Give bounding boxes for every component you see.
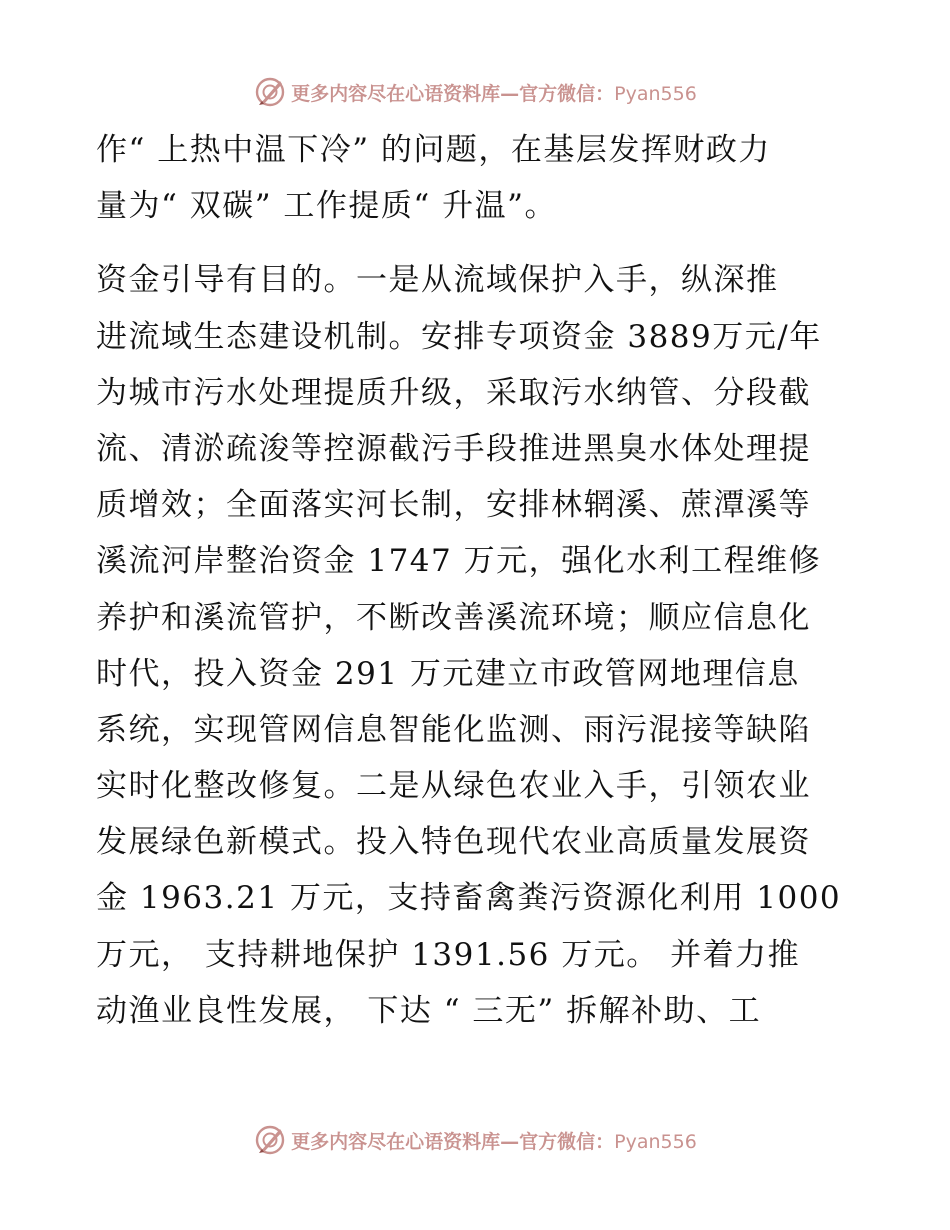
- paragraph-2: [96, 252, 856, 1039]
- text-line: 为城市污水处理提质升级，采取污水纳管、分段截: [96, 374, 811, 411]
- document-body: [96, 122, 856, 1039]
- text-line: 流、清淤疏浚等控源截污手段推进黑臭水体处理提: [96, 430, 811, 467]
- text-line: 时代，投入资金 291 万元建立市政管网地理信息: [96, 655, 800, 692]
- watermark-text: 更多内容尽在心语资料库—官方微信：Pyan556: [291, 1130, 697, 1153]
- text-line: 资金引导有目的。一是从流域保护入手，纵深推: [96, 262, 779, 299]
- watermark-header: [0, 72, 950, 112]
- text-line: 溪流河岸整治资金 1747 万元，强化水利工程维修: [96, 543, 822, 580]
- text-line: 作“ 上热中温下冷” 的问题，在基层发挥财政力: [96, 132, 771, 168]
- text-line: 万元， 支持耕地保护 1391.56 万元。 并着力推: [96, 936, 801, 973]
- watermark-wechat-id: Pyan556: [614, 82, 697, 105]
- pen-logo-icon: [253, 75, 287, 109]
- watermark-wechat-id: Pyan556: [614, 1130, 697, 1153]
- text-line: 动渔业良性发展， 下达 “ 三无” 拆解补助、工: [96, 992, 762, 1029]
- text-line: 进流域生态建设机制。安排专项资金 3889万元/年: [96, 318, 822, 355]
- text-line: 金 1963.21 万元，支持畜禽粪污资源化利用 1000: [96, 880, 842, 917]
- text-line: 质增效；全面落实河长制，安排林辋溪、蔗潭溪等: [96, 487, 811, 524]
- paragraph-spacer: [96, 234, 856, 252]
- watermark-text: 更多内容尽在心语资料库—官方微信：Pyan556: [291, 82, 697, 105]
- text-line: 养护和溪流管护，不断改善溪流环境；顺应信息化: [96, 599, 811, 636]
- text-line: 实时化整改修复。二是从绿色农业入手，引领农业: [96, 768, 811, 805]
- pen-logo-icon: [253, 1123, 287, 1157]
- text-line: 发展绿色新模式。投入特色现代农业高质量发展资: [96, 824, 811, 861]
- watermark-footer: [0, 1120, 950, 1160]
- text-line: 量为“ 双碳” 工作提质“ 升温”。: [96, 188, 557, 225]
- paragraph-1: [96, 122, 856, 234]
- text-line: 系统，实现管网信息智能化监测、雨污混接等缺陷: [96, 711, 811, 748]
